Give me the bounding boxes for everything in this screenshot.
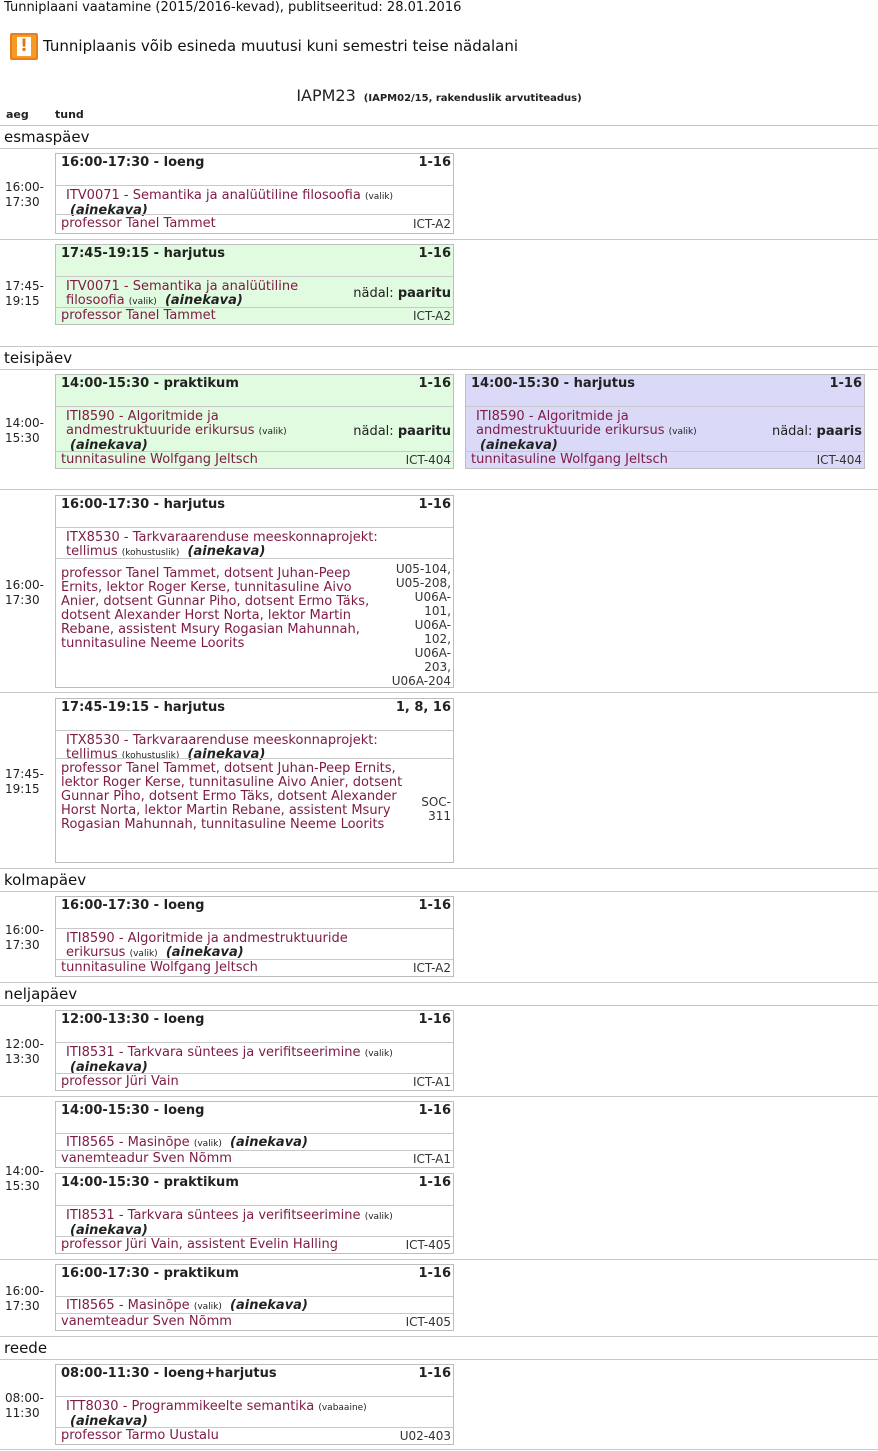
divider (0, 692, 878, 693)
lesson-weeks: 1-16 (418, 1366, 451, 1381)
subject-kind: (valik) (364, 1049, 393, 1059)
group-heading (0, 86, 878, 105)
room-label: ICT-A2 (412, 309, 451, 323)
lesson-time: 14:00-15:30 - (61, 1103, 160, 1118)
teacher-link[interactable]: tunnitasuline Wolfgang Jeltsch (471, 452, 668, 467)
room-label: U05-104, U05-208, U06A-101, U06A-102, U06A-203, U06A-204 (391, 562, 451, 688)
subject-kind: (vabaaine) (318, 1403, 367, 1413)
column-header-lesson: tund (55, 108, 84, 121)
ainekava-link[interactable]: (ainekava) (230, 1298, 308, 1313)
group-detail: (IAPM02/15, rakenduslik arvutiteadus) (363, 93, 582, 104)
time-slot-label: 17:45- 19:15 (5, 767, 44, 796)
lesson-weeks: 1-16 (418, 1175, 451, 1190)
lesson-weeks: 1-16 (418, 898, 451, 913)
divider (0, 369, 878, 370)
subject-link[interactable]: ITI8590 - Algoritmide ja andmestruktuuride erikursus (66, 931, 348, 960)
lesson-card (55, 1101, 454, 1168)
ainekava-link[interactable]: (ainekava) (70, 1414, 148, 1429)
lesson-type: harjutus (573, 376, 635, 391)
divider (0, 1359, 878, 1360)
lesson-type: harjutus (163, 497, 225, 512)
group-code: IAPM23 (296, 86, 356, 105)
lesson-type: praktikum (163, 376, 239, 391)
room-label: ICT-A2 (412, 217, 451, 231)
teacher-link[interactable]: professor Tanel Tammet (61, 308, 216, 323)
divider (0, 891, 878, 892)
lesson-time: 12:00-13:30 - (61, 1012, 160, 1027)
divider (0, 239, 878, 240)
ainekava-link[interactable]: (ainekava) (187, 747, 266, 762)
lesson-time: 16:00-17:30 - (61, 497, 160, 512)
subject-link[interactable]: ITX8530 - Tarkvaraarenduse meeskonnaprojekt: tellimus (66, 530, 378, 559)
week-parity: nädal: paaritu (353, 424, 451, 439)
lesson-weeks: 1-16 (829, 376, 862, 391)
room-label: ICT-A1 (412, 1075, 451, 1089)
lesson-weeks: 1-16 (418, 1266, 451, 1281)
ainekava-link[interactable]: (ainekava) (480, 438, 558, 453)
ainekava-link[interactable]: (ainekava) (70, 1223, 148, 1238)
lesson-card (55, 1173, 454, 1254)
time-slot-label: 14:00- 15:30 (5, 1164, 44, 1193)
day-label-monday: esmaspäev (4, 128, 90, 146)
day-label-wednesday: kolmapäev (4, 871, 87, 889)
time-slot-label: 17:45- 19:15 (5, 279, 44, 308)
teacher-link[interactable]: professor Jüri Vain, assistent Evelin Halling (61, 1237, 338, 1252)
subject-link[interactable]: ITT8030 - Programmikeelte semantika (66, 1399, 315, 1414)
lesson-type: loeng (163, 1012, 205, 1027)
lesson-type: loeng (163, 155, 205, 170)
lesson-time: 08:00-11:30 - (61, 1366, 160, 1381)
subject-link[interactable]: ITV0071 - Semantika ja analüütiline filosoofia (66, 279, 299, 308)
ainekava-link[interactable]: (ainekava) (70, 1060, 148, 1075)
teacher-link[interactable]: professor Tanel Tammet (61, 216, 216, 231)
lesson-card (55, 896, 454, 977)
warning-message: Tunniplaanis võib esineda muutusi kuni semestri teise nädalani (43, 37, 518, 55)
lesson-time: 14:00-15:30 - (61, 376, 160, 391)
lesson-weeks: 1-16 (418, 376, 451, 391)
subject-link[interactable]: ITV0071 - Semantika ja analüütiline filosoofia (66, 188, 361, 203)
ainekava-link[interactable]: (ainekava) (165, 945, 244, 960)
lesson-card (465, 374, 865, 469)
room-label: ICT-A2 (412, 961, 451, 975)
divider (0, 1336, 878, 1337)
lesson-weeks: 1-16 (418, 1012, 451, 1027)
lesson-card (55, 698, 454, 863)
column-header-time: aeg (6, 108, 29, 121)
ainekava-link[interactable]: (ainekava) (187, 544, 266, 559)
subject-kind: (valik) (258, 427, 287, 437)
subject-link[interactable]: ITI8531 - Tarkvara süntees ja verifitseerimine (66, 1045, 361, 1060)
lesson-type: loeng (163, 1103, 205, 1118)
time-slot-label: 16:00- 17:30 (5, 180, 44, 209)
divider (0, 346, 878, 347)
subject-link[interactable]: ITI8531 - Tarkvara süntees ja verifitseerimine (66, 1208, 361, 1223)
lesson-card (55, 1364, 454, 1445)
ainekava-link[interactable]: (ainekava) (164, 293, 243, 308)
room-label: SOC-311 (421, 795, 451, 823)
lesson-time: 16:00-17:30 - (61, 155, 160, 170)
subject-kind: (valik) (193, 1139, 222, 1149)
subject-kind: (valik) (129, 949, 158, 959)
subject-link[interactable]: ITI8590 - Algoritmide ja andmestruktuuride erikursus (66, 409, 255, 438)
teacher-link[interactable]: professor Jüri Vain (61, 1074, 179, 1089)
lesson-type: praktikum (163, 1175, 239, 1190)
day-label-tuesday: teisipäev (4, 349, 73, 367)
teacher-link[interactable]: vanemteadur Sven Nõmm (61, 1314, 232, 1329)
divider (0, 489, 878, 490)
teacher-link[interactable]: vanemteadur Sven Nõmm (61, 1151, 232, 1166)
exclamation-warning-icon: ! (10, 33, 38, 60)
time-slot-label: 16:00- 17:30 (5, 923, 44, 952)
day-label-friday: reede (4, 1339, 48, 1357)
lesson-type: loeng (163, 898, 205, 913)
ainekava-link[interactable]: (ainekava) (70, 203, 148, 218)
time-slot-label: 12:00- 13:30 (5, 1037, 44, 1066)
ainekava-link[interactable]: (ainekava) (70, 438, 148, 453)
time-slot-label: 08:00- 11:30 (5, 1391, 44, 1420)
room-label: ICT-405 (405, 1315, 451, 1329)
time-slot-label: 14:00- 15:30 (5, 416, 44, 445)
lesson-card (55, 1010, 454, 1091)
lesson-card (55, 244, 454, 325)
lesson-weeks: 1-16 (418, 497, 451, 512)
week-parity: nädal: paaritu (353, 286, 451, 301)
subject-kind: (valik) (193, 1302, 222, 1312)
lesson-time: 14:00-15:30 - (61, 1175, 160, 1190)
lesson-time: 14:00-15:30 - (471, 376, 570, 391)
divider (0, 148, 878, 149)
room-label: ICT-405 (405, 1238, 451, 1252)
lesson-weeks: 1-16 (418, 1103, 451, 1118)
teacher-link[interactable]: professor Tanel Tammet, dotsent Juhan-Peep Ernits, lektor Roger Kerse, tunnitasuline Aivo Anier, dotsent Gunnar Piho, dotsent Ermo Täks, dotsent Alexander Horst Norta, lektor Martin Rebane, assistent Msury Rogasian Mahunnah, tunnitasuline Neeme Loorits (61, 566, 370, 651)
teacher-link[interactable]: tunnitasuline Wolfgang Jeltsch (61, 960, 258, 975)
subject-link[interactable]: ITI8590 - Algoritmide ja andmestruktuuride erikursus (476, 409, 665, 438)
room-label: U02-403 (399, 1429, 451, 1443)
divider (0, 1259, 878, 1260)
day-label-thursday: neljapäev (4, 985, 78, 1003)
divider (0, 1449, 878, 1450)
lesson-type: harjutus (163, 246, 225, 261)
teacher-link[interactable]: tunnitasuline Wolfgang Jeltsch (61, 452, 258, 467)
lesson-time: 16:00-17:30 - (61, 898, 160, 913)
lesson-type: praktikum (163, 1266, 239, 1281)
room-label: ICT-404 (816, 453, 862, 467)
lesson-type: loeng+harjutus (163, 1366, 277, 1381)
lesson-card (55, 374, 454, 469)
time-slot-label: 16:00- 17:30 (5, 578, 44, 607)
lesson-card (55, 153, 454, 234)
divider (0, 982, 878, 983)
lesson-time: 17:45-19:15 - (61, 246, 160, 261)
subject-kind: (valik) (668, 427, 697, 437)
teacher-link[interactable]: professor Tanel Tammet, dotsent Juhan-Peep Ernits, lektor Roger Kerse, tunnitasuline Aivo Anier, dotsent Gunnar Piho, dotsent Ermo Täks, dotsent Alexander Horst Norta, lektor Martin Rebane, assistent Msury Rogasian Mahunnah, tunnitasuline Neeme Loorits (61, 761, 403, 832)
lesson-card (55, 495, 454, 688)
subject-kind: (kohustuslik) (121, 548, 180, 558)
lesson-type: harjutus (163, 700, 225, 715)
subject-link[interactable]: ITX8530 - Tarkvaraarenduse meeskonnaprojekt: tellimus (66, 733, 378, 762)
room-label: ICT-404 (405, 453, 451, 467)
subject-link[interactable]: ITI8565 - Masinõpe (66, 1135, 190, 1150)
room-label: ICT-A1 (412, 1152, 451, 1166)
teacher-link[interactable]: professor Tarmo Uustalu (61, 1428, 219, 1443)
lesson-card (55, 1264, 454, 1331)
subject-kind: (valik) (128, 297, 157, 307)
page-title: Tunniplaani vaatamine (2015/2016-kevad), publitseeritud: 28.01.2016 (4, 0, 462, 15)
lesson-time: 16:00-17:30 - (61, 1266, 160, 1281)
ainekava-link[interactable]: (ainekava) (230, 1135, 308, 1150)
divider (0, 1096, 878, 1097)
time-slot-label: 16:00- 17:30 (5, 1284, 44, 1313)
subject-kind: (valik) (364, 192, 394, 202)
divider (0, 868, 878, 869)
lesson-weeks: 1-16 (418, 246, 451, 261)
subject-kind: (kohustuslik) (121, 751, 180, 761)
subject-kind: (valik) (364, 1212, 393, 1222)
divider (0, 1005, 878, 1006)
lesson-weeks: 1-16 (418, 155, 451, 170)
subject-link[interactable]: ITI8565 - Masinõpe (66, 1298, 190, 1313)
week-parity: nädal: paaris (771, 424, 862, 439)
divider (0, 125, 878, 126)
lesson-weeks: 1, 8, 16 (395, 700, 451, 715)
lesson-time: 17:45-19:15 - (61, 700, 160, 715)
